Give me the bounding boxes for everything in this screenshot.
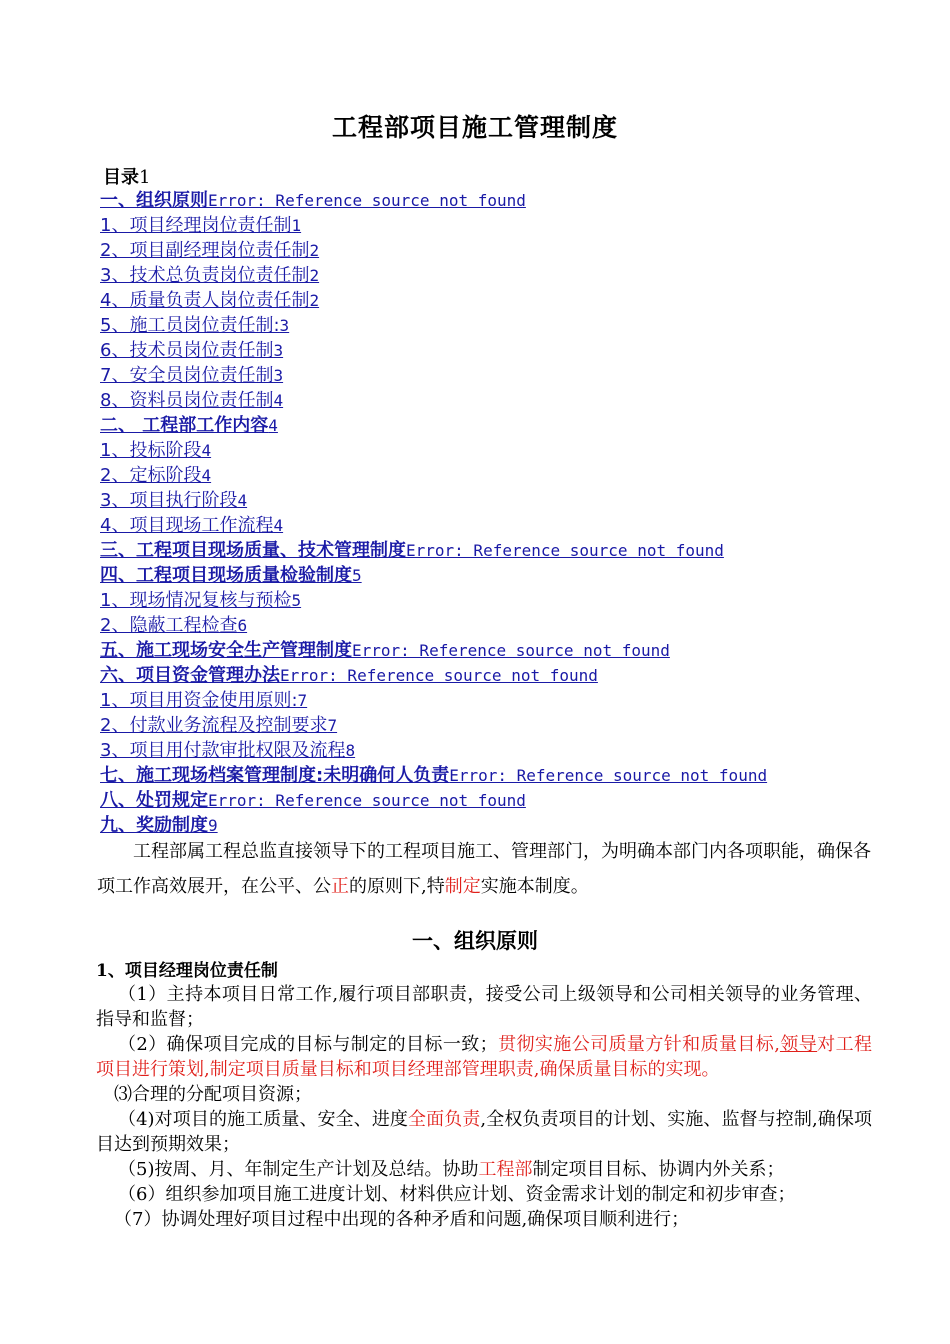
toc-entry-page: 2: [309, 266, 320, 285]
intro-text: 实施本制度。: [480, 876, 589, 897]
toc-entry-page: Error: Reference source not found: [208, 191, 526, 210]
intro-text: 的原则下,特: [349, 876, 445, 897]
toc-entry[interactable]: [100, 263, 920, 288]
toc-entry[interactable]: [100, 563, 920, 588]
clause-4: [96, 1107, 872, 1157]
clause-3: ⑶合理的分配项目资源；: [114, 1084, 312, 1105]
toc-entry-page: 9: [208, 816, 218, 835]
toc-entry-label: 2、付款业务流程及控制要求: [100, 715, 328, 736]
toc-entry-label: 2、项目副经理岗位责任制: [100, 240, 310, 261]
toc-entry[interactable]: [100, 288, 920, 313]
toc-entry[interactable]: [100, 188, 920, 213]
toc-entry-page: 4: [237, 491, 248, 510]
toc-entry-label: 3、项目用付款审批权限及流程: [100, 740, 346, 761]
toc-entry-label: 4、质量负责人岗位责任制: [100, 290, 310, 311]
toc-entry[interactable]: [100, 338, 920, 363]
toc-entry-label: 四、工程项目现场质量检验制度: [100, 565, 352, 586]
toc-entry[interactable]: [100, 763, 920, 788]
toc-entry-label: 2、定标阶段: [100, 465, 202, 486]
intro-paragraph: [97, 834, 872, 904]
toc-entry-label: 九、奖励制度: [100, 815, 208, 836]
intro-text: 工程部属工程总监直接领导下的工程项目施工、管理部门，为明确本部门内各项职能，确保各项工作高效展开，在公平、公: [97, 841, 871, 897]
toc-entry[interactable]: [100, 413, 920, 438]
clause-6: （6）组织参加项目施工进度计划、材料供应计划、资金需求计划的制定和初步审查；: [118, 1184, 796, 1205]
toc-entry-label: 4、项目现场工作流程: [100, 515, 274, 536]
toc-entry[interactable]: [100, 488, 920, 513]
intro-highlight: 制定: [444, 876, 481, 897]
clause-5: [96, 1157, 872, 1182]
toc-entry[interactable]: [100, 538, 920, 563]
toc-entry-page: Error: Reference source not found: [280, 666, 598, 685]
toc-entry-label: 六、项目资金管理办法: [100, 665, 280, 686]
toc-heading-label: 目录: [103, 167, 139, 188]
clause-7: （7）协调处理好项目过程中出现的各种矛盾和问题,确保项目顺利进行；: [114, 1209, 690, 1230]
toc-entry-page: 5: [291, 591, 302, 610]
clause-2: [96, 1032, 872, 1082]
toc-entry-label: 1、现场情况复核与预检: [100, 590, 292, 611]
toc-entry-page: 6: [237, 616, 248, 635]
toc-entry-page: 2: [309, 241, 320, 260]
toc-entry[interactable]: [100, 638, 920, 663]
toc-entry[interactable]: [100, 463, 920, 488]
clause-text: （4)对项目的施工质量、安全、进度: [118, 1109, 409, 1130]
toc-entry[interactable]: [100, 513, 920, 538]
toc-entry-page: 3: [273, 341, 284, 360]
toc-entry[interactable]: [100, 663, 920, 688]
clause-highlight: 领导: [779, 1034, 818, 1055]
toc-entry[interactable]: [100, 438, 920, 463]
toc-entry-page: 7: [327, 716, 338, 735]
toc-entry[interactable]: [100, 738, 920, 763]
toc-entry-page: 4: [273, 516, 284, 535]
toc-entry-label: 一、组织原则: [100, 190, 208, 211]
clause-highlight: 全面负责: [408, 1109, 481, 1130]
toc-entry-page: 4: [273, 391, 284, 410]
toc-entry-page: 4: [201, 466, 212, 485]
toc-entry[interactable]: [100, 313, 920, 338]
toc-entry-label: 7、安全员岗位责任制: [100, 365, 274, 386]
toc-entry-label: 3、技术总负责岗位责任制: [100, 265, 310, 286]
clause-text: （2）确保项目完成的目标与制定的目标一致；: [118, 1034, 498, 1055]
toc-entry[interactable]: [100, 588, 920, 613]
toc-entry-label: 5、施工员岗位责任制:: [100, 315, 280, 336]
toc-entry-page: 3: [279, 316, 290, 335]
toc-entry-label: 1、投标阶段: [100, 440, 202, 461]
clause-highlight: 工程部: [478, 1159, 533, 1180]
toc-entry-label: 二、 工程部工作内容: [100, 415, 269, 436]
toc-entry-label: 八、处罚规定: [100, 790, 208, 811]
toc-entry-page: 5: [352, 566, 362, 585]
toc-entry-page: Error: Reference source not found: [406, 541, 724, 560]
toc-entry-page: 8: [345, 741, 356, 760]
toc-entry[interactable]: [100, 788, 920, 813]
toc-entry-label: 1、项目经理岗位责任制: [100, 215, 292, 236]
toc-entry-page: Error: Reference source not found: [449, 766, 768, 785]
toc-entry-page: 7: [297, 691, 308, 710]
toc-entry[interactable]: [100, 388, 920, 413]
toc-entry-label: 1、项目用资金使用原则:: [100, 690, 298, 711]
toc-entry-label: 8、资料员岗位责任制: [100, 390, 274, 411]
toc-entry-label: 6、技术员岗位责任制: [100, 340, 274, 361]
toc-entry[interactable]: [100, 713, 920, 738]
document-title: 工程部项目施工管理制度: [331, 113, 618, 142]
clause-highlight: 贯彻实施公司质量方针和质量目标,: [497, 1034, 780, 1055]
toc-entry-page: 3: [273, 366, 284, 385]
toc-heading-page: 1: [139, 167, 151, 188]
toc-entry[interactable]: [100, 238, 920, 263]
toc-entry[interactable]: [100, 363, 920, 388]
toc-entry-label: 3、项目执行阶段: [100, 490, 238, 511]
section-body: [96, 982, 872, 1232]
clause-text: 制定项目目标、协调内外关系；: [532, 1159, 785, 1180]
toc-entry-label: 2、隐蔽工程检查: [100, 615, 238, 636]
toc-entry-page: 2: [309, 291, 320, 310]
subsection-heading: 1、项目经理岗位责任制: [96, 961, 278, 981]
toc-entry[interactable]: [100, 688, 920, 713]
section-heading: 一、组织原则: [412, 928, 538, 953]
clause-highlight: 对工程项目进行策划,制定项目质量目标和项目经理部管理职责,确保质量目标的实现。: [96, 1034, 872, 1080]
toc-entry-page: 4: [201, 441, 212, 460]
toc-entry-page: 1: [291, 216, 302, 235]
toc-entry-label: 五、施工现场安全生产管理制度: [100, 640, 352, 661]
toc-heading: [103, 163, 150, 189]
clause-1: （1）主持本项目日常工作,履行项目部职责，接受公司上级领导和公司相关领导的业务管理、指导和监督；: [96, 984, 872, 1030]
toc-entry-page: Error: Reference source not found: [208, 791, 526, 810]
table-of-contents: [100, 188, 920, 838]
toc-entry[interactable]: [100, 613, 920, 638]
clause-text: （5)按周、月、年制定生产计划及总结。协助: [118, 1159, 479, 1180]
toc-entry-label: 七、施工现场档案管理制度:未明确何人负责: [100, 765, 450, 786]
intro-highlight: 正: [331, 876, 349, 897]
toc-entry-page: 4: [268, 416, 278, 435]
toc-entry[interactable]: [100, 213, 920, 238]
toc-entry-label: 三、工程项目现场质量、技术管理制度: [100, 540, 406, 561]
toc-entry-page: Error: Reference source not found: [352, 641, 670, 660]
clause-text: ,全权负责项目的计划、实施、监督与控制,确保项目达到预期效果；: [96, 1109, 872, 1155]
